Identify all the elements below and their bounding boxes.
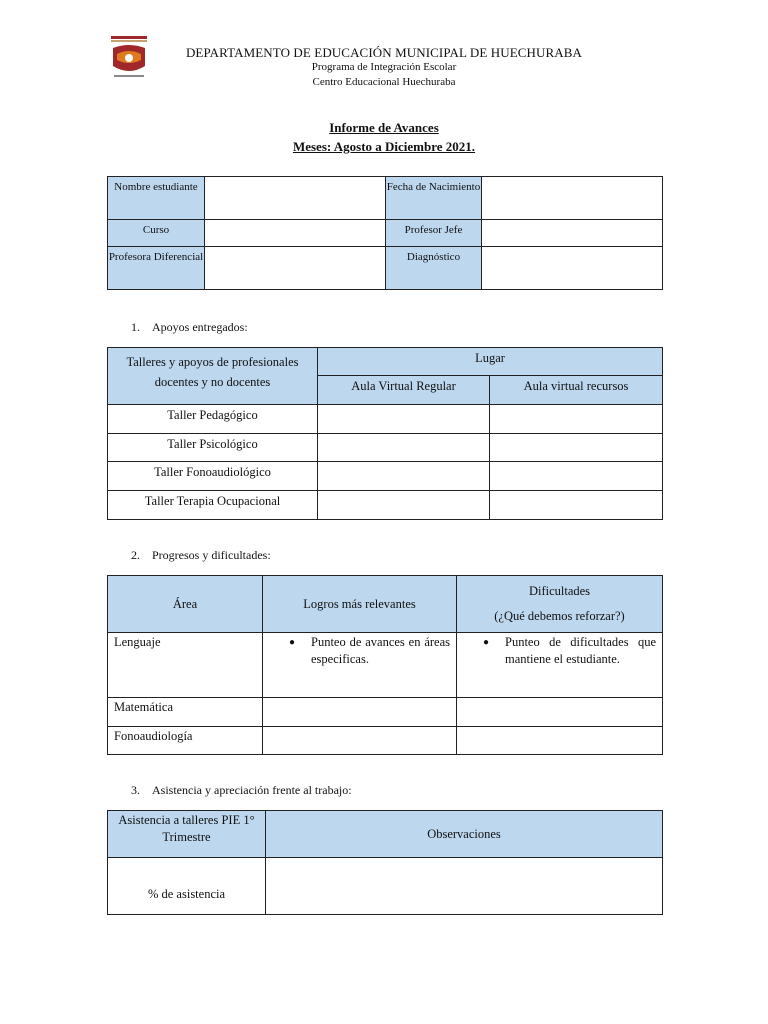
apoyos-table (107, 347, 663, 520)
row-label: Taller Psicológico (108, 434, 318, 462)
group-header-lugar: Lugar (318, 348, 663, 376)
cell-input[interactable] (318, 491, 490, 520)
bullet-icon: ● (483, 637, 490, 648)
section-3-number: 3. (131, 783, 140, 797)
header-dificultades (457, 576, 663, 633)
observaciones-input[interactable] (266, 858, 663, 915)
header-dificultades-title: Dificultades (528, 584, 591, 598)
area-label: Matemática (108, 698, 263, 727)
row-label: Taller Terapia Ocupacional (108, 491, 318, 520)
asistencia-table (107, 810, 663, 915)
progresos-table (107, 575, 663, 755)
header-asistencia: Asistencia a talleres PIE 1° Trimestre (108, 811, 266, 858)
area-label: Lenguaje (108, 633, 263, 698)
cell-input[interactable] (490, 405, 663, 434)
dificultades-text: Punteo de dificultades que mantiene el estudiante. (505, 635, 656, 666)
table-row (108, 405, 663, 434)
cell-input[interactable] (318, 434, 490, 462)
cell-input[interactable] (457, 727, 663, 755)
department-title: DEPARTAMENTO DE EDUCACIÓN MUNICIPAL DE HUECHURABA (185, 45, 583, 60)
dificultades-cell[interactable] (457, 633, 663, 698)
table-row (108, 858, 663, 915)
input-curso[interactable] (205, 220, 386, 247)
header-observaciones: Observaciones (266, 811, 663, 858)
program-subtitle: Programa de Integración Escolar (311, 61, 457, 73)
cell-input[interactable] (457, 698, 663, 727)
section-2-number: 2. (131, 548, 140, 562)
student-info-table (107, 176, 663, 290)
header-dificultades-sub: (¿Qué debemos reforzar?) (494, 609, 625, 623)
table-row (108, 348, 663, 376)
label-nombre: Nombre estudiante (108, 177, 205, 220)
sub-header-aula-regular: Aula Virtual Regular (318, 376, 490, 405)
area-label: Fonoaudiología (108, 727, 263, 755)
report-title: Informe de Avances (329, 120, 439, 135)
cell-input[interactable] (318, 405, 490, 434)
center-subtitle: Centro Educacional Huechuraba (312, 76, 456, 88)
section-1-number: 1. (131, 320, 140, 334)
label-fecha-nacimiento: Fecha de Nacimiento (386, 177, 482, 220)
row-label: Taller Pedagógico (108, 405, 318, 434)
table-row (108, 633, 663, 698)
table-row (108, 698, 663, 727)
section-2-title: Progresos y dificultades: (152, 548, 271, 562)
header-area: Área (108, 576, 263, 633)
table-row (108, 247, 663, 290)
input-fecha-nacimiento[interactable] (482, 177, 663, 220)
section-3-title: Asistencia y apreciación frente al trabajo: (152, 783, 352, 797)
label-profesora-diferencial: Profesora Diferencial (108, 247, 205, 290)
table-row (108, 220, 663, 247)
label-profesor-jefe: Profesor Jefe (386, 220, 482, 247)
bullet-icon: ● (289, 637, 296, 648)
input-profesora-diferencial[interactable] (205, 247, 386, 290)
label-porcentaje-asistencia: % de asistencia (108, 858, 266, 915)
label-diagnostico: Diagnóstico (386, 247, 482, 290)
table-row (108, 462, 663, 491)
table-row (108, 727, 663, 755)
table-row (108, 434, 663, 462)
section-3-heading (131, 783, 352, 798)
section-1-heading (131, 320, 248, 335)
input-profesor-jefe[interactable] (482, 220, 663, 247)
table-row (108, 177, 663, 220)
logros-cell[interactable] (263, 633, 457, 698)
input-diagnostico[interactable] (482, 247, 663, 290)
cell-input[interactable] (490, 491, 663, 520)
col-header-talleres: Talleres y apoyos de profesionales docentes y no docentes (108, 348, 318, 405)
section-1-title: Apoyos entregados: (152, 320, 248, 334)
header-logros: Logros más relevantes (263, 576, 457, 633)
row-label: Taller Fonoaudiológico (108, 462, 318, 491)
table-row (108, 491, 663, 520)
table-row (108, 811, 663, 858)
logros-text: Punteo de avances en áreas especificas. (311, 635, 450, 666)
cell-input[interactable] (490, 434, 663, 462)
cell-input[interactable] (318, 462, 490, 491)
report-period: Meses: Agosto a Diciembre 2021. (292, 139, 476, 154)
cell-input[interactable] (263, 698, 457, 727)
sub-header-aula-recursos: Aula virtual recursos (490, 376, 663, 405)
table-row (108, 576, 663, 633)
cell-input[interactable] (263, 727, 457, 755)
label-curso: Curso (108, 220, 205, 247)
cell-input[interactable] (490, 462, 663, 491)
section-2-heading (131, 548, 271, 563)
input-nombre[interactable] (205, 177, 386, 220)
